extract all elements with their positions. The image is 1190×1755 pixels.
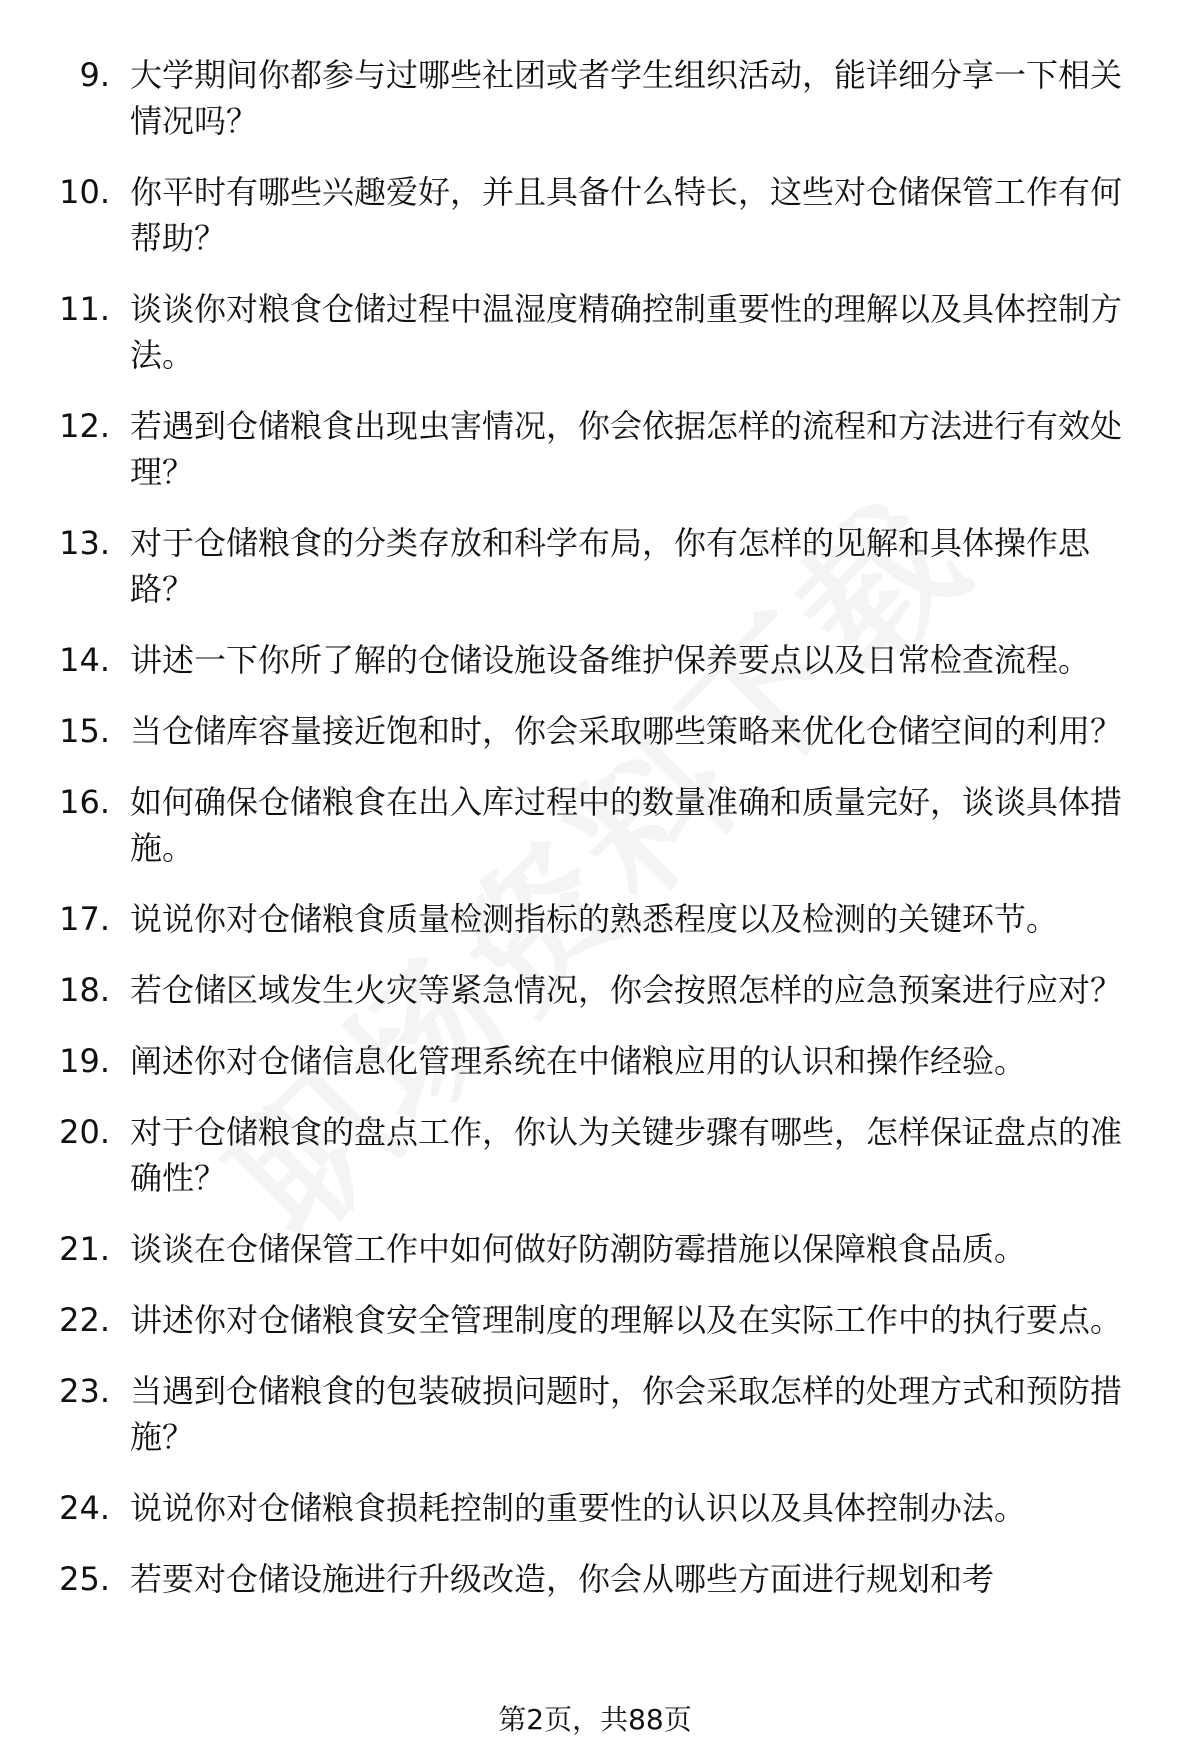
list-item <box>0 896 1190 942</box>
question-text: 讲述你对仓储粮食安全管理制度的理解以及在实际工作中的执行要点。 <box>130 1301 1123 1339</box>
question-number: 16. <box>59 783 110 821</box>
list-item <box>0 1038 1190 1084</box>
list-item <box>0 52 1190 144</box>
list-item <box>0 1485 1190 1531</box>
question-number: 24. <box>59 1489 110 1527</box>
question-number: 18. <box>59 971 110 1009</box>
question-number: 10. <box>59 173 110 211</box>
list-item <box>0 708 1190 754</box>
list-item <box>0 169 1190 261</box>
list-item <box>0 520 1190 612</box>
list-item <box>0 1109 1190 1201</box>
question-number: 15. <box>59 712 110 750</box>
question-text: 若要对仓储设施进行升级改造，你会从哪些方面进行规划和考 <box>130 1560 995 1598</box>
question-text: 如何确保仓储粮食在出入库过程中的数量准确和质量完好，谈谈具体措施。 <box>130 783 1123 867</box>
list-item <box>0 779 1190 871</box>
question-number: 23. <box>59 1372 110 1410</box>
list-item <box>0 1368 1190 1460</box>
question-number: 11. <box>59 290 110 328</box>
list-item <box>0 1226 1190 1272</box>
question-text: 当遇到仓储粮食的包装破损问题时，你会采取怎样的处理方式和预防措施？ <box>130 1372 1123 1456</box>
list-item <box>0 1297 1190 1343</box>
question-number: 22. <box>59 1301 110 1339</box>
question-text: 谈谈在仓储保管工作中如何做好防潮防霉措施以保障粮食品质。 <box>130 1230 1027 1268</box>
list-item <box>0 967 1190 1013</box>
question-number: 19. <box>59 1042 110 1080</box>
question-number: 25. <box>59 1560 110 1598</box>
list-item <box>0 403 1190 495</box>
question-text: 对于仓储粮食的分类存放和科学布局，你有怎样的见解和具体操作思路？ <box>130 524 1091 608</box>
question-number: 20. <box>59 1113 110 1151</box>
question-number: 14. <box>59 641 110 679</box>
question-text: 对于仓储粮食的盘点工作，你认为关键步骤有哪些，怎样保证盘点的准确性？ <box>130 1113 1123 1197</box>
question-number: 21. <box>59 1230 110 1268</box>
page-number-footer: 第2页，共88页 <box>498 1703 692 1736</box>
question-text: 说说你对仓储粮食质量检测指标的熟悉程度以及检测的关键环节。 <box>130 900 1059 938</box>
question-text: 当仓储库容量接近饱和时，你会采取哪些策略来优化仓储空间的利用？ <box>130 712 1123 750</box>
list-item <box>0 637 1190 683</box>
list-item <box>0 286 1190 378</box>
question-list <box>0 52 1190 1627</box>
list-item <box>0 1556 1190 1602</box>
question-text: 谈谈你对粮食仓储过程中温湿度精确控制重要性的理解以及具体控制方法。 <box>130 290 1123 374</box>
question-text: 你平时有哪些兴趣爱好，并且具备什么特长，这些对仓储保管工作有何帮助？ <box>130 173 1123 257</box>
question-text: 若仓储区域发生火灾等紧急情况，你会按照怎样的应急预案进行应对？ <box>130 971 1123 1009</box>
question-number: 13. <box>59 524 110 562</box>
question-text: 说说你对仓储粮食损耗控制的重要性的认识以及具体控制办法。 <box>130 1489 1027 1527</box>
question-number: 12. <box>59 407 110 445</box>
question-number: 9. <box>79 56 110 94</box>
question-number: 17. <box>59 900 110 938</box>
question-text: 大学期间你都参与过哪些社团或者学生组织活动，能详细分享一下相关情况吗？ <box>130 56 1123 140</box>
question-text: 若遇到仓储粮食出现虫害情况，你会依据怎样的流程和方法进行有效处理？ <box>130 407 1123 491</box>
question-text: 阐述你对仓储信息化管理系统在中储粮应用的认识和操作经验。 <box>130 1042 1027 1080</box>
question-text: 讲述一下你所了解的仓储设施设备维护保养要点以及日常检查流程。 <box>130 641 1091 679</box>
